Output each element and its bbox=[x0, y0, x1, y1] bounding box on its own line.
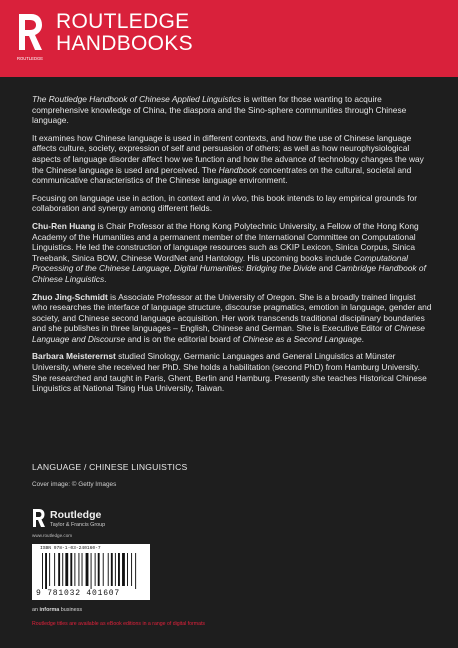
isbn-barcode bbox=[32, 544, 150, 600]
header-banner bbox=[0, 0, 458, 77]
cover-credit: Cover image: © Getty Images bbox=[32, 481, 117, 488]
ebook-note: Routledge titles are available as eBook editions in a range of digital formats bbox=[32, 621, 206, 627]
subject-category: LANGUAGE / CHINESE LINGUISTICS bbox=[32, 462, 188, 472]
blurb-paragraph-2: It examines how Chinese language is used in different contexts, and how the use of Chinese language affects culture, society, expression of self and persuasion of others; as well as how neurophysiological aspects of language disorder affect how we function and how the advance of technology changes the way the Chinese language is used and perceived. The Handbook concentrates on the cultural, societal and communicative characteristics of the Chinese language environment. bbox=[32, 132, 424, 186]
editor-bio-1: Chu-Ren Huang is Chair Professor at the Hong Kong Polytechnic University, a Fellow of the Hong Kong Academy of the Humanities and a permanent member of the International Committee on Computational Linguistics. He led the construction of language resources such as CKIP Lexicon, Sinica Corpus, Sinica Treebank, Sinica BOW, Chinese WordNet and Hantology. His upcoming books include Computational Processing of the Chinese Language, Digital Humanities: Bridging the Divide and Cambridge Handbook of Chinese Linguistics. bbox=[32, 220, 426, 284]
editor-bio-3: Barbara Meisterernst studied Sinology, Germanic Languages and General Linguistics at Münster University, where she received her PhD. She holds a habilitation (second PhD) from Hamburg University. She researched and taught in Paris, Ghent, Berlin and Hamburg. Presently she teaches Historical Chinese Linguistics at National Tsing Hua University, Taiwan. bbox=[32, 351, 427, 394]
barcode-digits: 9 781032 401607 bbox=[36, 589, 121, 598]
publisher-url: www.routledge.com bbox=[32, 533, 73, 538]
logo-letters: ROUTLEDGE bbox=[16, 56, 44, 61]
brand-line-2: HANDBOOKS bbox=[56, 32, 193, 55]
editor-bio-2: Zhuo Jing-Schmidt is Associate Professor at the University of Oregon. She is a broadly trained linguist who researches the interface of language structure, discourse pragmatics, emotion in language, gender and society, and Chinese second language acquisition. Her work transcends traditional disciplinary boundaries and she publishes in three languages – English, Chinese and German. She is Executive Editor of Chinese Language and Discourse and is on the editorial board of Chinese as a Second Language. bbox=[32, 291, 432, 344]
informa-business-label: an informa business bbox=[32, 607, 83, 613]
routledge-logo-icon bbox=[13, 8, 47, 68]
publisher-name: Routledge bbox=[50, 509, 102, 521]
barcode-icon bbox=[42, 553, 142, 591]
routledge-publisher-icon bbox=[32, 508, 46, 528]
blurb-paragraph-3: Focusing on language use in action, in context and in vivo, this book intends to lay empirical grounds for collaboration and synergy among different fields. bbox=[32, 192, 418, 214]
isbn-text: ISBN 978-1-03-240160-7 bbox=[40, 546, 101, 551]
blurb-paragraph-1: The Routledge Handbook of Chinese Applied Linguistics is written for those wanting to acquire comprehensive knowledge of China, the diaspora and the Sino-sphere communities through Chinese language. bbox=[32, 94, 407, 126]
back-cover-text bbox=[32, 94, 432, 401]
publisher-group: Taylor & Francis Group bbox=[50, 522, 106, 528]
series-brand bbox=[56, 11, 193, 55]
brand-line-1: ROUTLEDGE bbox=[56, 10, 190, 33]
